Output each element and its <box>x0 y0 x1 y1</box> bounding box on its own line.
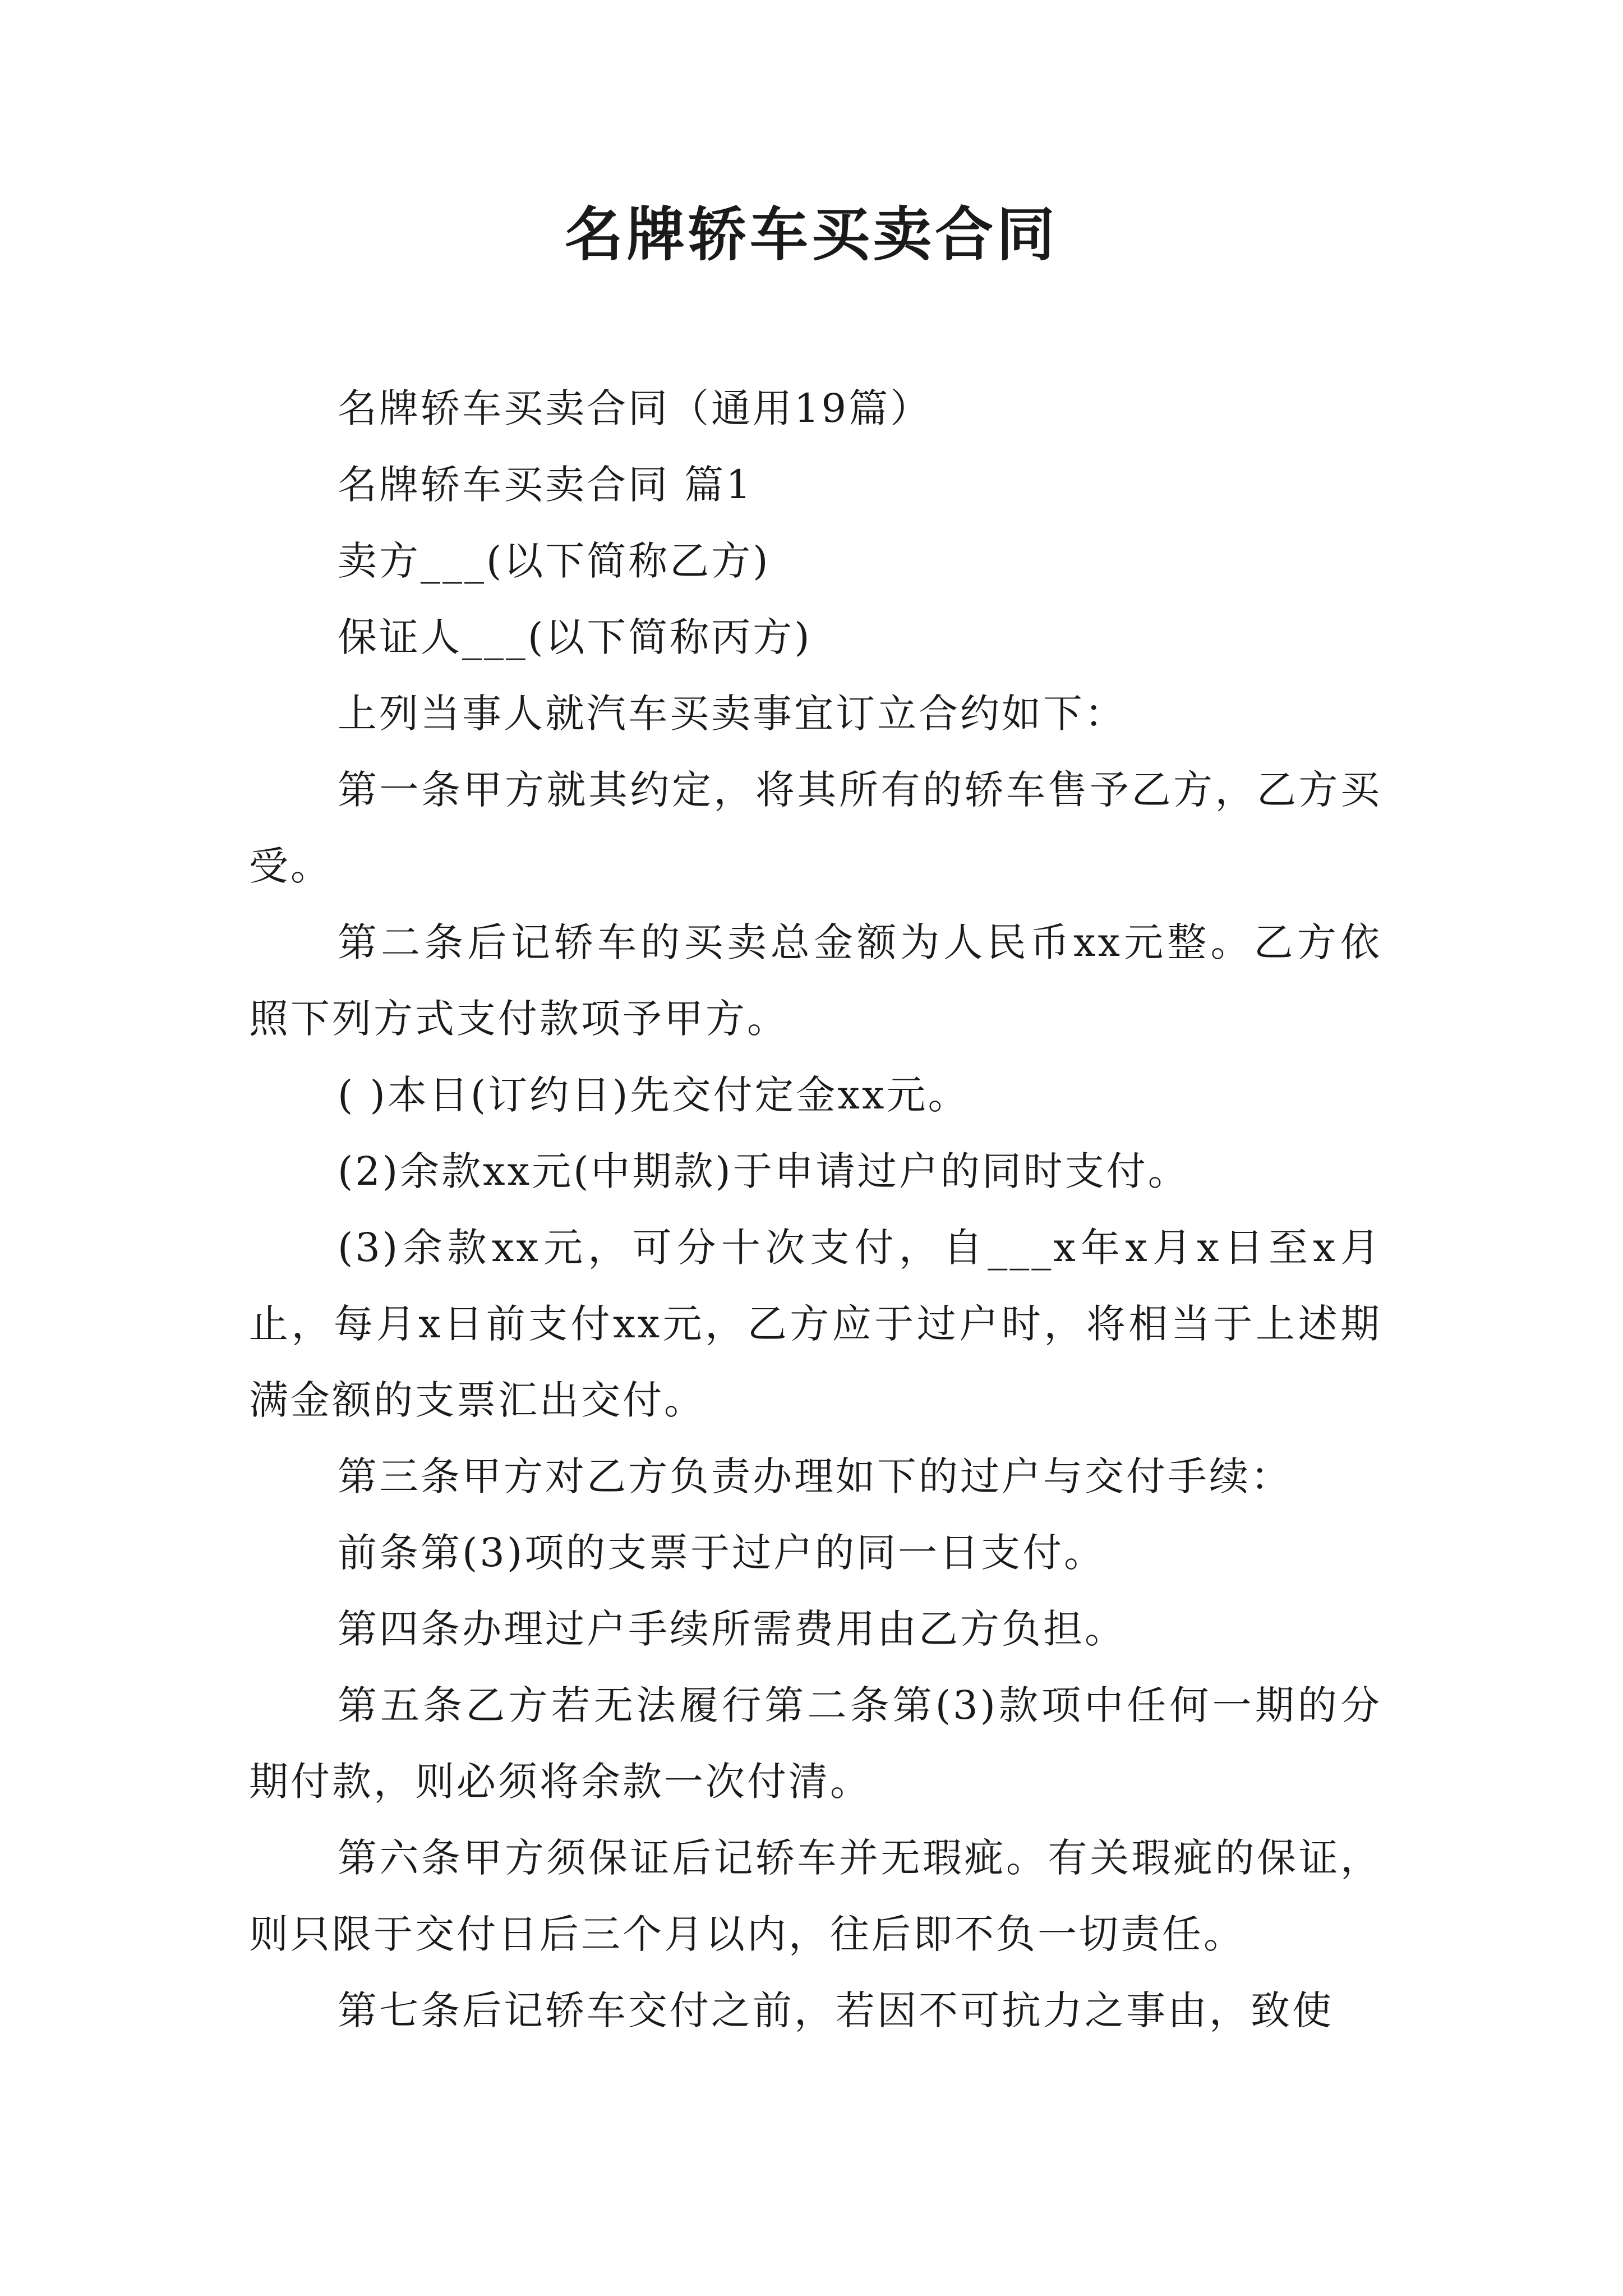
paragraph-payment-1: ( )本日(订约日)先交付定金xx元。 <box>338 1072 970 1118</box>
document-title: 名牌轿车买卖合同 <box>564 200 1058 269</box>
paragraph-seller: 卖方___(以下简称乙方) <box>338 538 771 584</box>
paragraph-payment-3: (3)余款xx元，可分十次支付，自___x年x月x日至x月止，每月x日前支付xx元，乙方应于过户时，将相当于上述期满金额的支票汇出交付。 <box>249 1225 1382 1423</box>
paragraph-payment-2: (2)余款xx元(中期款)于申请过户的同时支付。 <box>338 1148 1189 1194</box>
paragraph-article-6: 第六条甲方须保证后记轿车并无瑕疵。有关瑕疵的保证，则只限于交付日后三个月以内，往后即不负一切责任。 <box>249 1835 1382 1957</box>
paragraph-article-5: 第五条乙方若无法履行第二条第(3)款项中任何一期的分期付款，则必须将余款一次付清。 <box>249 1682 1382 1805</box>
paragraph-article-7: 第七条后记轿车交付之前，若因不可抗力之事由，致使 <box>338 1987 1334 2033</box>
paragraph-subtitle: 名牌轿车买卖合同（通用19篇） <box>338 385 932 431</box>
paragraph-article-3-detail: 前条第(3)项的支票于过户的同一日支付。 <box>338 1530 1106 1576</box>
paragraph-article-4: 第四条办理过户手续所需费用由乙方负担。 <box>338 1606 1126 1652</box>
paragraph-guarantor: 保证人___(以下简称丙方) <box>338 614 812 660</box>
paragraph-chapter-heading: 名牌轿车买卖合同 篇1 <box>338 462 753 508</box>
document-body <box>249 370 1382 2049</box>
paragraph-article-2: 第二条后记轿车的买卖总金额为人民币xx元整。乙方依照下列方式支付款项予甲方。 <box>249 919 1382 1042</box>
paragraph-article-1: 第一条甲方就其约定，将其所有的轿车售予乙方，乙方买受。 <box>249 767 1382 889</box>
paragraph-article-3: 第三条甲方对乙方负责办理如下的过户与交付手续： <box>338 1453 1292 1499</box>
paragraph-preamble: 上列当事人就汽车买卖事宜订立合约如下： <box>338 691 1126 737</box>
